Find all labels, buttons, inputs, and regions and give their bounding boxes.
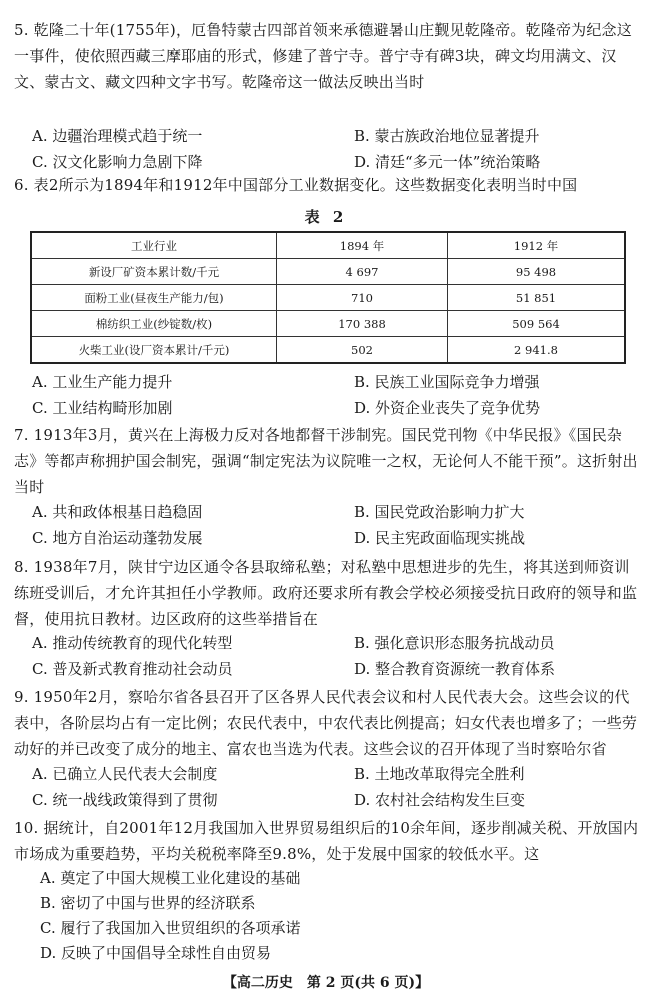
table-header-cell: 工业行业 [31,232,277,259]
question-6-option-c: C. 工业结构畸形加剧 [32,399,173,417]
table-row [31,337,625,364]
question-6-stem: 6. 表2所示为1894年和1912年中国部分工业数据变化。这些数据变化表明当时中国 [14,176,578,194]
table-cell: 95 498 [448,259,626,285]
question-5-option-b: B. 蒙古族政治地位显著提升 [354,127,540,145]
table-cell: 新设厂矿资本累计数/千元 [31,259,277,285]
table-cell: 4 697 [277,259,448,285]
question-7-stem: 7. 1913年3月，黄兴在上海极力反对各地都督干涉制宪。国民党刊物《中华民报》《国民杂志》等都声称拥护国会制宪，强调“制定宪法为议院唯一之权，无论何人不能干预”。这折射出当时 [14,426,638,496]
question-6-option-a: A. 工业生产能力提升 [32,373,173,391]
question-8-option-d: D. 整合教育资源统一教育体系 [354,660,556,678]
table-cell: 面粉工业(昼夜生产能力/包) [31,285,277,311]
table-header-cell: 1894 年 [277,232,448,259]
table-cell: 2 941.8 [448,337,626,364]
question-9-option-a: A. 已确立人民代表大会制度 [32,765,218,783]
question-7-option-d: D. 民主宪政面临现实挑战 [354,529,526,547]
question-9-option-c: C. 统一战线政策得到了贯彻 [32,791,218,809]
table-row [31,311,625,337]
question-9-option-d: D. 农村社会结构发生巨变 [354,791,526,809]
question-10-option-a: A. 奠定了中国大规模工业化建设的基础 [40,869,301,887]
table-header-cell: 1912 年 [448,232,626,259]
question-5-option-a: A. 边疆治理模式趋于统一 [32,127,203,145]
question-7-option-b: B. 国民党政治影响力扩大 [354,503,525,521]
question-7-option-a: A. 共和政体根基日趋稳固 [32,503,203,521]
table-row [31,285,625,311]
question-6-option-d: D. 外资企业丧失了竞争优势 [354,399,541,417]
table-cell: 509 564 [448,311,626,337]
question-9-stem: 9. 1950年2月，察哈尔省各县召开了区各界人民代表会议和村人民代表大会。这些会议的代表中，各阶层均占有一定比例；农民代表中，中农代表比例提高；妇女代表也增多了；一些劳动好的并已改变了成分的地主、富农也当选为代表。这些会议的召开体现了当时察哈尔省 [14,688,638,758]
table-header-row [31,232,625,259]
question-7-option-c: C. 地方自治运动蓬勃发展 [32,529,203,547]
table-caption: 表 2 [304,208,348,226]
question-5-stem: 5. 乾隆二十年(1755年)，厄鲁特蒙古四部首领来承德避暑山庄觐见乾隆帝。乾隆帝为纪念这一事件，使依照西藏三摩耶庙的形式，修建了普宁寺。普宁寺有碑3块，碑文均用满文、汉文、蒙古文、藏文四种文字书写。乾隆帝这一做法反映出当时 [14,21,632,91]
question-6-option-b: B. 民族工业国际竞争力增强 [354,373,540,391]
question-5-option-d: D. 清廷“多元一体”统治策略 [354,153,541,171]
question-10-option-b: B. 密切了中国与世界的经济联系 [40,894,256,912]
question-8-option-c: C. 普及新式教育推动社会动员 [32,660,233,678]
question-8-stem: 8. 1938年7月，陕甘宁边区通令各县取缔私塾；对私塾中思想进步的先生，将其送到师资训练班受训后，才允许其担任小学教师。政府还要求所有教会学校必须接受抗日政府的领导和监督，使用抗日教材。边区政府的这些举措旨在 [14,558,638,628]
table-row [31,259,625,285]
table-cell: 火柴工业(设厂资本累计/千元) [31,337,277,364]
table-cell: 710 [277,285,448,311]
question-10-option-c: C. 履行了我国加入世贸组织的各项承诺 [40,919,301,937]
question-10-option-d: D. 反映了中国倡导全球性自由贸易 [40,944,272,962]
table-cell: 170 388 [277,311,448,337]
question-8-option-a: A. 推动传统教育的现代化转型 [32,634,233,652]
question-8-option-b: B. 强化意识形态服务抗战动员 [354,634,555,652]
table-cell: 51 851 [448,285,626,311]
question-10-stem: 10. 据统计，自2001年12月我国加入世界贸易组织后的10余年间，逐步削减关税、开放国内市场成为重要趋势，平均关税税率降至9.8%，处于发展中国家的较低水平。这 [14,819,639,863]
table-cell: 棉纺织工业(纱锭数/枚) [31,311,277,337]
table-cell: 502 [277,337,448,364]
data-table [30,231,626,364]
question-5-option-c: C. 汉文化影响力急剧下降 [32,153,203,171]
page-footer: 【高二历史 第 2 页(共 6 页)】 [222,975,430,991]
question-9-option-b: B. 土地改革取得完全胜利 [354,765,525,783]
